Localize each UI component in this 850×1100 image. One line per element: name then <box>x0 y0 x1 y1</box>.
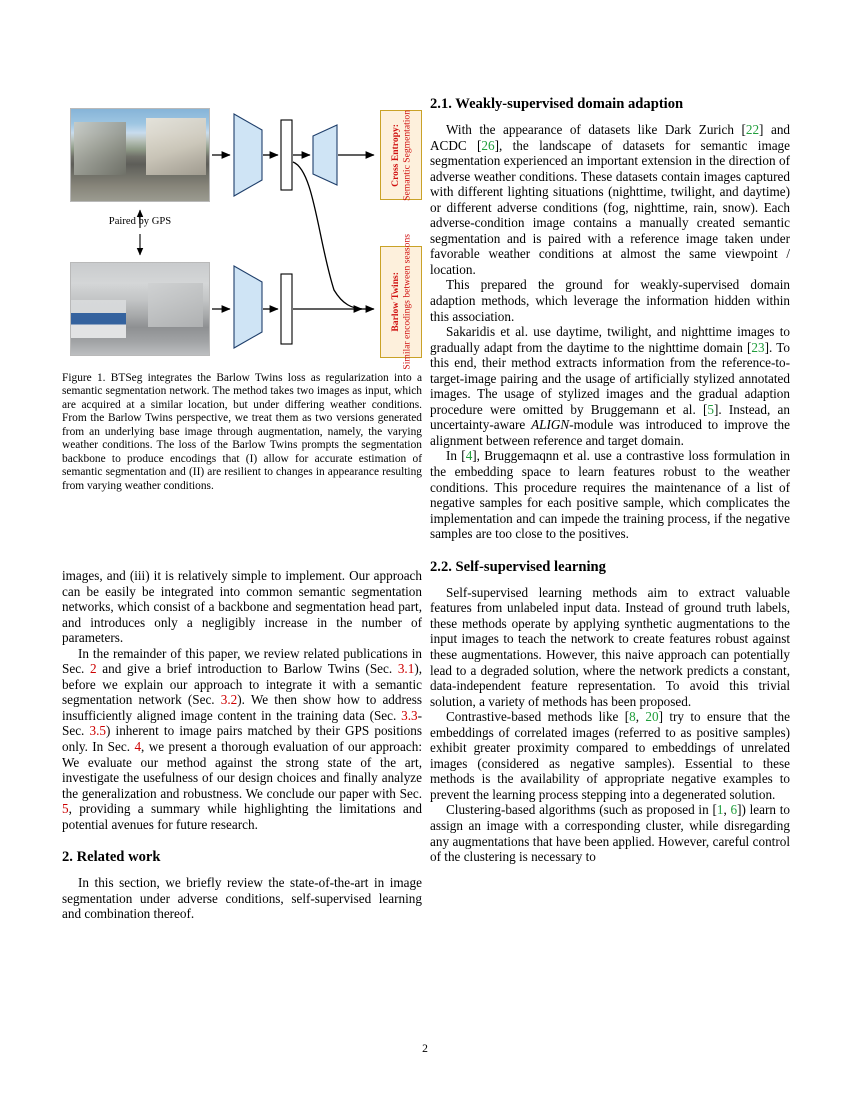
citation-6[interactable]: 6 <box>730 802 738 818</box>
citation-8[interactable]: 8 <box>629 709 636 725</box>
heading-related-work: 2. Related work <box>62 849 161 866</box>
roadmap-text-5: -Sec. <box>62 707 422 739</box>
barlow-twins-title: Barlow Twins: <box>389 272 401 332</box>
roadmap-text-2: and give a brief introduction to Barlow Twins (Sec. <box>96 661 398 677</box>
figure-1-diagram <box>62 100 422 370</box>
left-text-column <box>62 568 422 922</box>
paragraph-datasets <box>430 122 790 277</box>
roadmap-text-6: ) inherent to image pairs matched by their GPS positions only. In Sec. <box>62 723 422 755</box>
contrastive-text-1: Contrastive-based methods like [ <box>446 709 630 725</box>
roadmap-text-1: In the remainder of this paper, we review related publications in Sec. <box>62 645 422 677</box>
barlow-twins-subtitle: Similar encodings between seasons <box>401 234 412 370</box>
roadmap-text-7: , we present a thorough evaluation of our approach: We evaluate our method against the strong state of the art, investigate the usefulness of our design choices and finally analyze the generalization and robustness. We conclude our paper with Sec. <box>62 739 422 801</box>
clustering-text-2: ]) learn to assign an image with a corresponding cluster, while disregarding any augmentations that have been applied. However, careful control of the clustering is necessary to <box>430 802 790 865</box>
paired-by-gps-label: Paired by GPS <box>108 216 172 227</box>
loss-box-cross-entropy-text <box>390 110 413 201</box>
sakaridis-text-4: -module was introduced to improve the alignment between reference and target domain. <box>430 417 790 448</box>
figure-svg-overlay <box>62 100 422 362</box>
datasets-text-1: With the appearance of datasets like Dark Zurich [ <box>446 122 746 137</box>
clustering-text-1: Clustering-based algorithms (such as proposed in [ <box>446 802 717 818</box>
cross-entropy-subtitle: Semantic Segmentation <box>401 109 412 201</box>
section-ref-3-2[interactable]: 3.2 <box>220 692 238 708</box>
section-ref-3-1[interactable]: 3.1 <box>397 661 415 677</box>
section-ref-3-5[interactable]: 3.5 <box>89 723 106 739</box>
align-module-italic: ALIGN <box>531 417 570 433</box>
paragraph-roadmap <box>62 646 422 833</box>
contrastive-text-2: ] try to ensure that the embeddings of correlated images (referred to as positive samples) exhibit greater proximity compared to embeddings of unrelated images (considered as negative samples). Essential to these methods is the availability of appropriate negative examples to prevent the learning process stepping into a degenerated solution. <box>430 709 790 802</box>
datasets-text-3: ], the landscape of datasets for semantic image segmentation experienced an important extension in the direction of adverse weather conditions. These datasets contain images captured with different lighting situations (nighttime, twilight, and daytime) or different adverse conditions (fog, nighttime, rain, snow). Each adverse-condition image contains a manually created semantic segmentation and is paired with a reference image taken under favorable weather conditions at almost the same viewpoint / location. <box>430 137 791 277</box>
citation-23[interactable]: 23 <box>751 339 765 355</box>
citation-1[interactable]: 1 <box>716 802 724 818</box>
paragraph-bruggemann-contrastive <box>430 448 790 541</box>
section-ref-3-3[interactable]: 3.3 <box>401 707 418 723</box>
sakaridis-text-3: ]. Instead, an uncertainty-aware <box>430 401 790 433</box>
bruggemann-text-1: In [ <box>446 448 466 464</box>
paragraph-clustering-methods <box>430 802 790 864</box>
paragraph-weakly-supervised-ground: This prepared the ground for weakly-supervised domain adaption methods, which leverage the information hidden within this association. <box>430 277 790 324</box>
bruggemann-text-2: ], Bruggemaqnn et al. use a contrastive loss formulation in the embedding space to learn features robust to the weather conditions. This procedure requires the maintenance of a list of negative samples for each positive sample, which complicates the implementation and can impede the training process, if the negative samples are too close to the positives. <box>430 448 791 542</box>
citation-26[interactable]: 26 <box>481 137 495 153</box>
paragraph-continuation: images, and (iii) it is relatively simple to implement. Our approach can be easily be integrated into common semantic segmentation networks, which consist of a backbone and segmentation head part, and introduces only a negligibly increase in the number of parameters. <box>62 568 422 646</box>
clustering-text-sep: , <box>723 802 731 818</box>
loss-box-cross-entropy <box>380 110 422 200</box>
citation-22[interactable]: 22 <box>745 122 760 137</box>
citation-4[interactable]: 4 <box>465 448 473 464</box>
paragraph-contrastive-methods <box>430 709 790 802</box>
roadmap-text-3: ), before we explain our approach to integrate it with a semantic segmentation network (Sec. <box>62 661 423 708</box>
cross-entropy-title: Cross Entropy: <box>389 123 401 187</box>
section-ref-2[interactable]: 2 <box>90 661 97 677</box>
loss-box-barlow-twins-text <box>390 234 413 370</box>
sakaridis-text-2: ]. To this end, their method extracts information from the reference-to-target-image pairing and the usage of artificially stylized annotated images. The usage of stylized images and the gradual adaption procedure were omitted by Bruggemann et al. [ <box>430 339 790 417</box>
datasets-text-2: ] and ACDC [ <box>430 122 791 153</box>
heading-self-supervised-learning: 2.2. Self-supervised learning <box>430 558 606 575</box>
section-ref-5[interactable]: 5 <box>62 801 69 817</box>
paragraph-self-supervised-overview: Self-supervised learning methods aim to extract valuable features from unlabeled input data. Instead of ground truth labels, these methods operate by applying synthetic augmentations to the input images to teach the network to create features robust against these augmentations. However, this naive approach can potentially lead to a degraded solution, where the network predicts a constant, data-independent feature representation. To avoid this trivial solution, a variety of methods has been proposed. <box>430 584 790 709</box>
citation-5[interactable]: 5 <box>707 401 714 417</box>
contrastive-text-sep: , <box>635 709 646 725</box>
heading-weakly-supervised-domain-adaption: 2.1. Weakly-supervised domain adaption <box>430 96 684 112</box>
sakaridis-text-1: Sakaridis et al. use daytime, twilight, and nighttime images to gradually adapt from the daytime to the nighttime domain [ <box>430 324 790 355</box>
right-text-column <box>430 96 790 865</box>
paragraph-sakaridis <box>430 324 790 448</box>
page-number: 2 <box>422 1042 428 1055</box>
section-ref-4[interactable]: 4 <box>134 739 142 755</box>
figure-1-caption: Figure 1. BTSeg integrates the Barlow Twins loss as regularization into a semantic segmentation network. The method takes two images as input, which are acquired at a similar location, but under differing weather conditions. From the Barlow Twins perspective, we treat them as two versions generated from an underlying base image through augmentation, namely, the varying weather conditions. The loss of the Barlow Twins prompts the segmentation backbone to produce encodings that (I) allow for accurate estimation of semantic segmentation and (II) are resilient to changes in appearance resulting from varying weather conditions. <box>62 372 422 492</box>
loss-box-barlow-twins <box>380 234 422 370</box>
roadmap-text-4: ). We then show how to address insufficiently aligned image content in the training data (Sec. <box>62 692 422 723</box>
citation-20[interactable]: 20 <box>645 709 659 725</box>
paragraph-related-work-intro: In this section, we briefly review the state-of-the-art in image segmentation under adverse conditions, self-supervised learning and combination thereof. <box>62 875 422 922</box>
roadmap-text-8: , providing a summary while highlighting the limitations and potential avenues for future research. <box>62 801 422 832</box>
